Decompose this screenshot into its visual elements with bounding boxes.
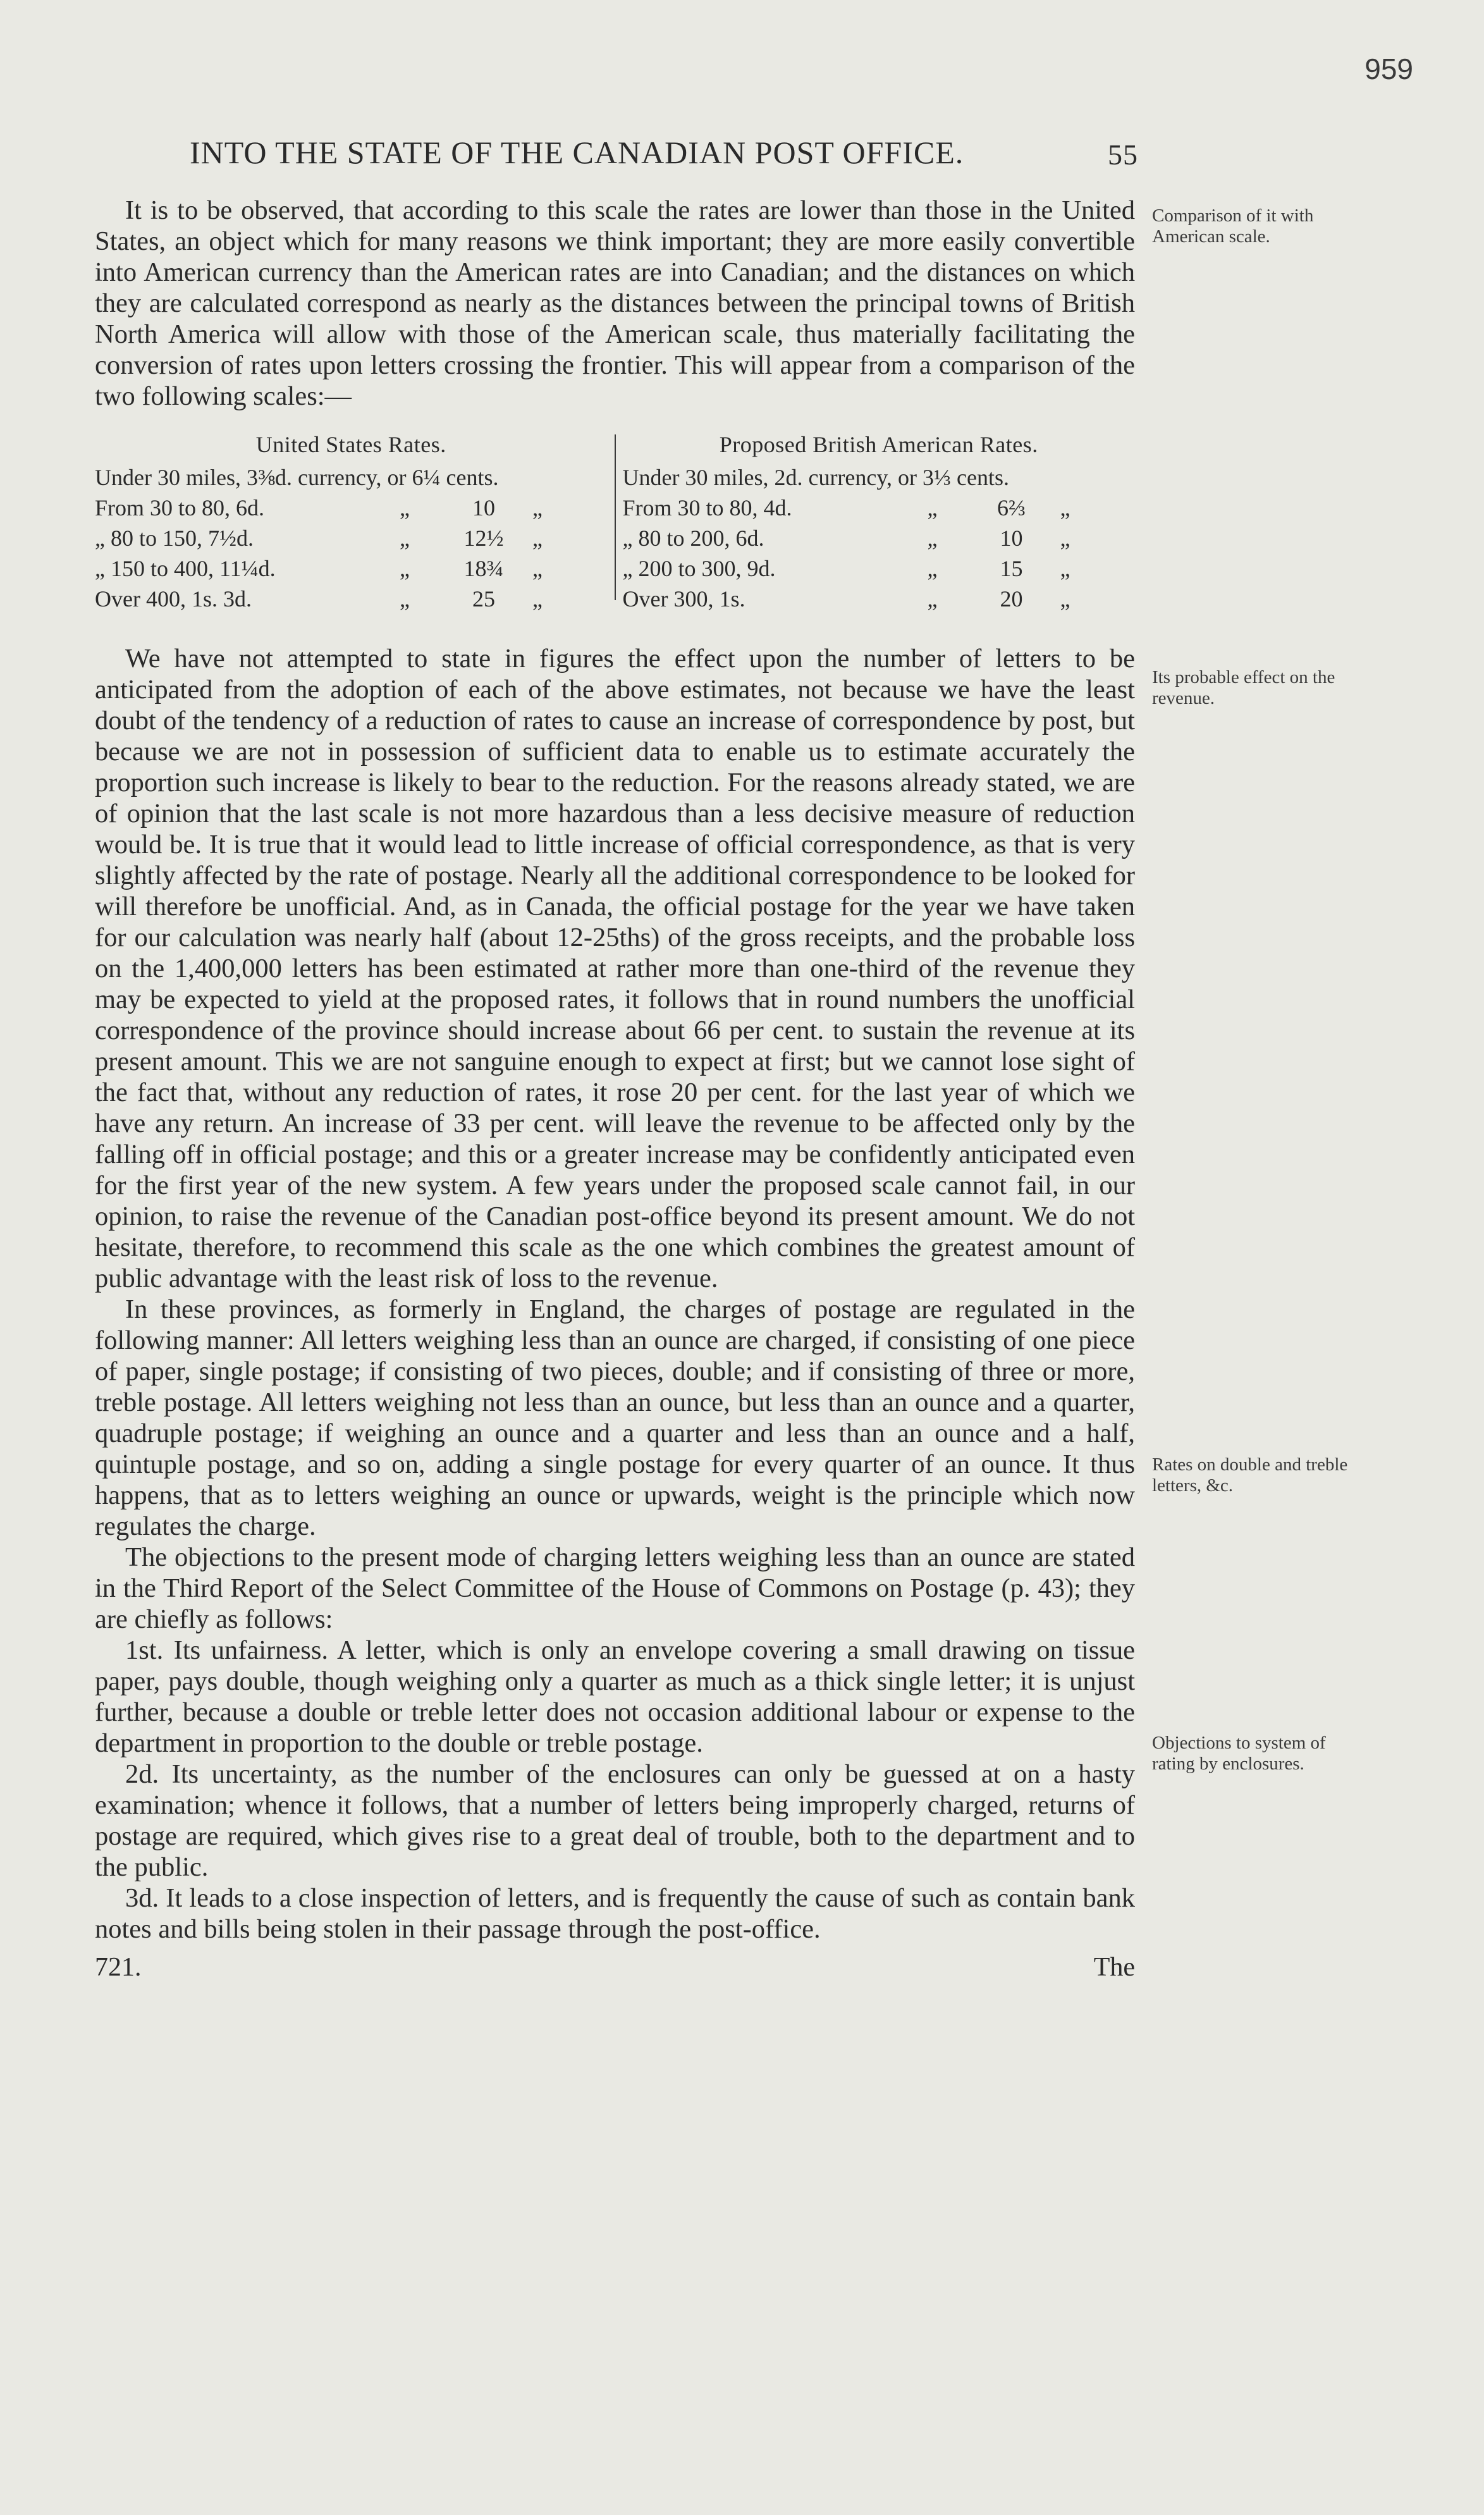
margin-note-double-treble: Rates on double and treble letters, &c. [1152, 1454, 1348, 1496]
body-text [95, 195, 1135, 1983]
british-rate-row: From 30 to 80, 4d. „ 6⅔ „ [622, 495, 1070, 520]
running-title: INTO THE STATE OF THE CANADIAN POST OFFICE. [190, 135, 964, 170]
paragraph-inspection: 3d. It leads to a close inspection of letters, and is frequently the cause of such as contain bank notes and bills being stolen in their passage through the post-office. [95, 1883, 1135, 1944]
british-rate-row: „ 80 to 200, 6d. „ 10 „ [622, 526, 1070, 551]
page-stamp-number: 959 [1364, 52, 1413, 85]
paragraph-revenue-effect: We have not attempted to state in figures the effect upon the number of letters to be anticipated from the adoption of each of the above estimates, not because we have the least doubt of the tendency of a reduction of rates to cause an increase of correspondence by post, but because we are not in possession of sufficient data to enable us to estimate accurately the proportion such increase is likely to bear to the reduction. For the reasons already stated, we are of opinion that the last scale is not more hazardous than a less decisive measure of reduction would be. It is true that it would lead to little increase of official correspondence, as that is very slightly affected by the rate of postage. Nearly all the additional correspondence to be looked for will therefore be unofficial. And, as in Canada, the official postage for the year we have taken for our calculation was nearly half (about 12-25ths) of the gross receipts, and the probable loss on the 1,400,000 letters has been estimated at rather more than one-third of the revenue they may be expected to yield at the proposed rates, it follows that in round numbers the unofficial correspondence of the province should increase about 66 per cent. to sustain the revenue at its present amount. This we are not sanguine enough to expect at first; but we cannot lose sight of the fact that, without any reduction of rates, it rose 20 per cent. for the last year of which we have any return. An increase of 33 per cent. will leave the revenue to be affected only by the falling off in official postage; and this or a greater increase may be confidently anticipated even for the first year of the new system. A few years under the proposed scale cannot fail, in our opinion, to raise the revenue of the Canadian post-office beyond its present amount. We do not hesitate, therefore, to recommend this scale as the one which combines the greatest amount of public advantage with the least risk of loss to the revenue. [95, 644, 1135, 1293]
british-rate-row: „ 200 to 300, 9d. „ 15 „ [622, 556, 1070, 581]
rate-scales-table [95, 429, 1135, 614]
page-number: 55 [1108, 138, 1138, 171]
paragraph-uncertainty: 2d. Its uncertainty, as the number of the enclosures can only be guessed at on a hasty examination; whence it follows, that a number of letters being improperly charged, returns of postage are required, which gives rise to a great deal of trouble, both to the department and to the public. [95, 1759, 1135, 1882]
us-rate-row: „ 80 to 150, 7½d. „ 12½ „ [95, 526, 543, 551]
british-american-rates-title: Proposed British American Rates. [719, 432, 1038, 457]
us-rates-title: United States Rates. [255, 432, 446, 457]
british-rate-row: Over 300, 1s. „ 20 „ [622, 586, 1070, 612]
paragraph-unfairness: 1st. Its unfairness. A letter, which is only an envelope covering a small drawing on tissue paper, pays double, though weighing only a quarter as much as a thick single letter; it is unjust further, because a double or treble letter does not occasion additional labour or expense to the department in proportion to the double or treble postage. [95, 1635, 1135, 1758]
running-header [190, 134, 1138, 171]
us-rates-column [95, 429, 608, 614]
british-rate-row: Under 30 miles, 2d. currency, or 3⅓ cents. [622, 465, 1009, 490]
us-rate-row: Under 30 miles, 3⅜d. currency, or 6¼ cents. [95, 465, 499, 490]
paragraph-objections: The objections to the present mode of charging letters weighing less than an ounce are stated in the Third Report of the Select Committee of the House of Commons on Postage (p. 43); they are chiefly as follows: [95, 1542, 1135, 1634]
us-rate-row: From 30 to 80, 6d. „ 10 „ [95, 495, 543, 520]
british-american-rates-column [608, 429, 1136, 614]
margin-note-objections: Objections to system of rating by enclosures. [1152, 1733, 1326, 1774]
paragraph-double-treble-rates: In these provinces, as formerly in England, the charges of postage are regulated in the following manner: All letters weighing less than an ounce are charged, if consisting of one piece of paper, single postage; if consisting of two pieces, double; and if consisting of three or more, treble postage. All letters weighing not less than an ounce, but less than an ounce and a quarter, quadruple postage; if weighing an ounce and a quarter and less than an ounce and a half, quintuple postage, and so on, adding a single postage for every quarter of an ounce. It thus happens, that as to letters weighing an ounce or upwards, weight is the principle which now regulates the charge. [95, 1294, 1135, 1541]
margin-note-revenue-effect: Its probable effect on the revenue. [1152, 667, 1335, 708]
us-rate-row: Over 400, 1s. 3d. „ 25 „ [95, 586, 543, 612]
margin-note-comparison: Comparison of it with American scale. [1152, 206, 1314, 247]
catchword: The [1093, 1953, 1135, 1982]
page-footer [95, 1952, 1135, 1983]
signature-mark: 721. [95, 1953, 142, 1982]
paragraph-comparison: It is to be observed, that according to this scale the rates are lower than those in the United States, an object which for many reasons we think important; they are more easily convertible into American currency than the American rates are into Canadian; and the distances on which they are calculated correspond as nearly as the distances between the principal towns of British North America will allow with those of the American scale, thus materially facilitating the conversion of rates upon letters crossing the frontier. This will appear from a comparison of the two following scales:— [95, 195, 1135, 411]
us-rate-row: „ 150 to 400, 11¼d. „ 18¾ „ [95, 556, 543, 581]
